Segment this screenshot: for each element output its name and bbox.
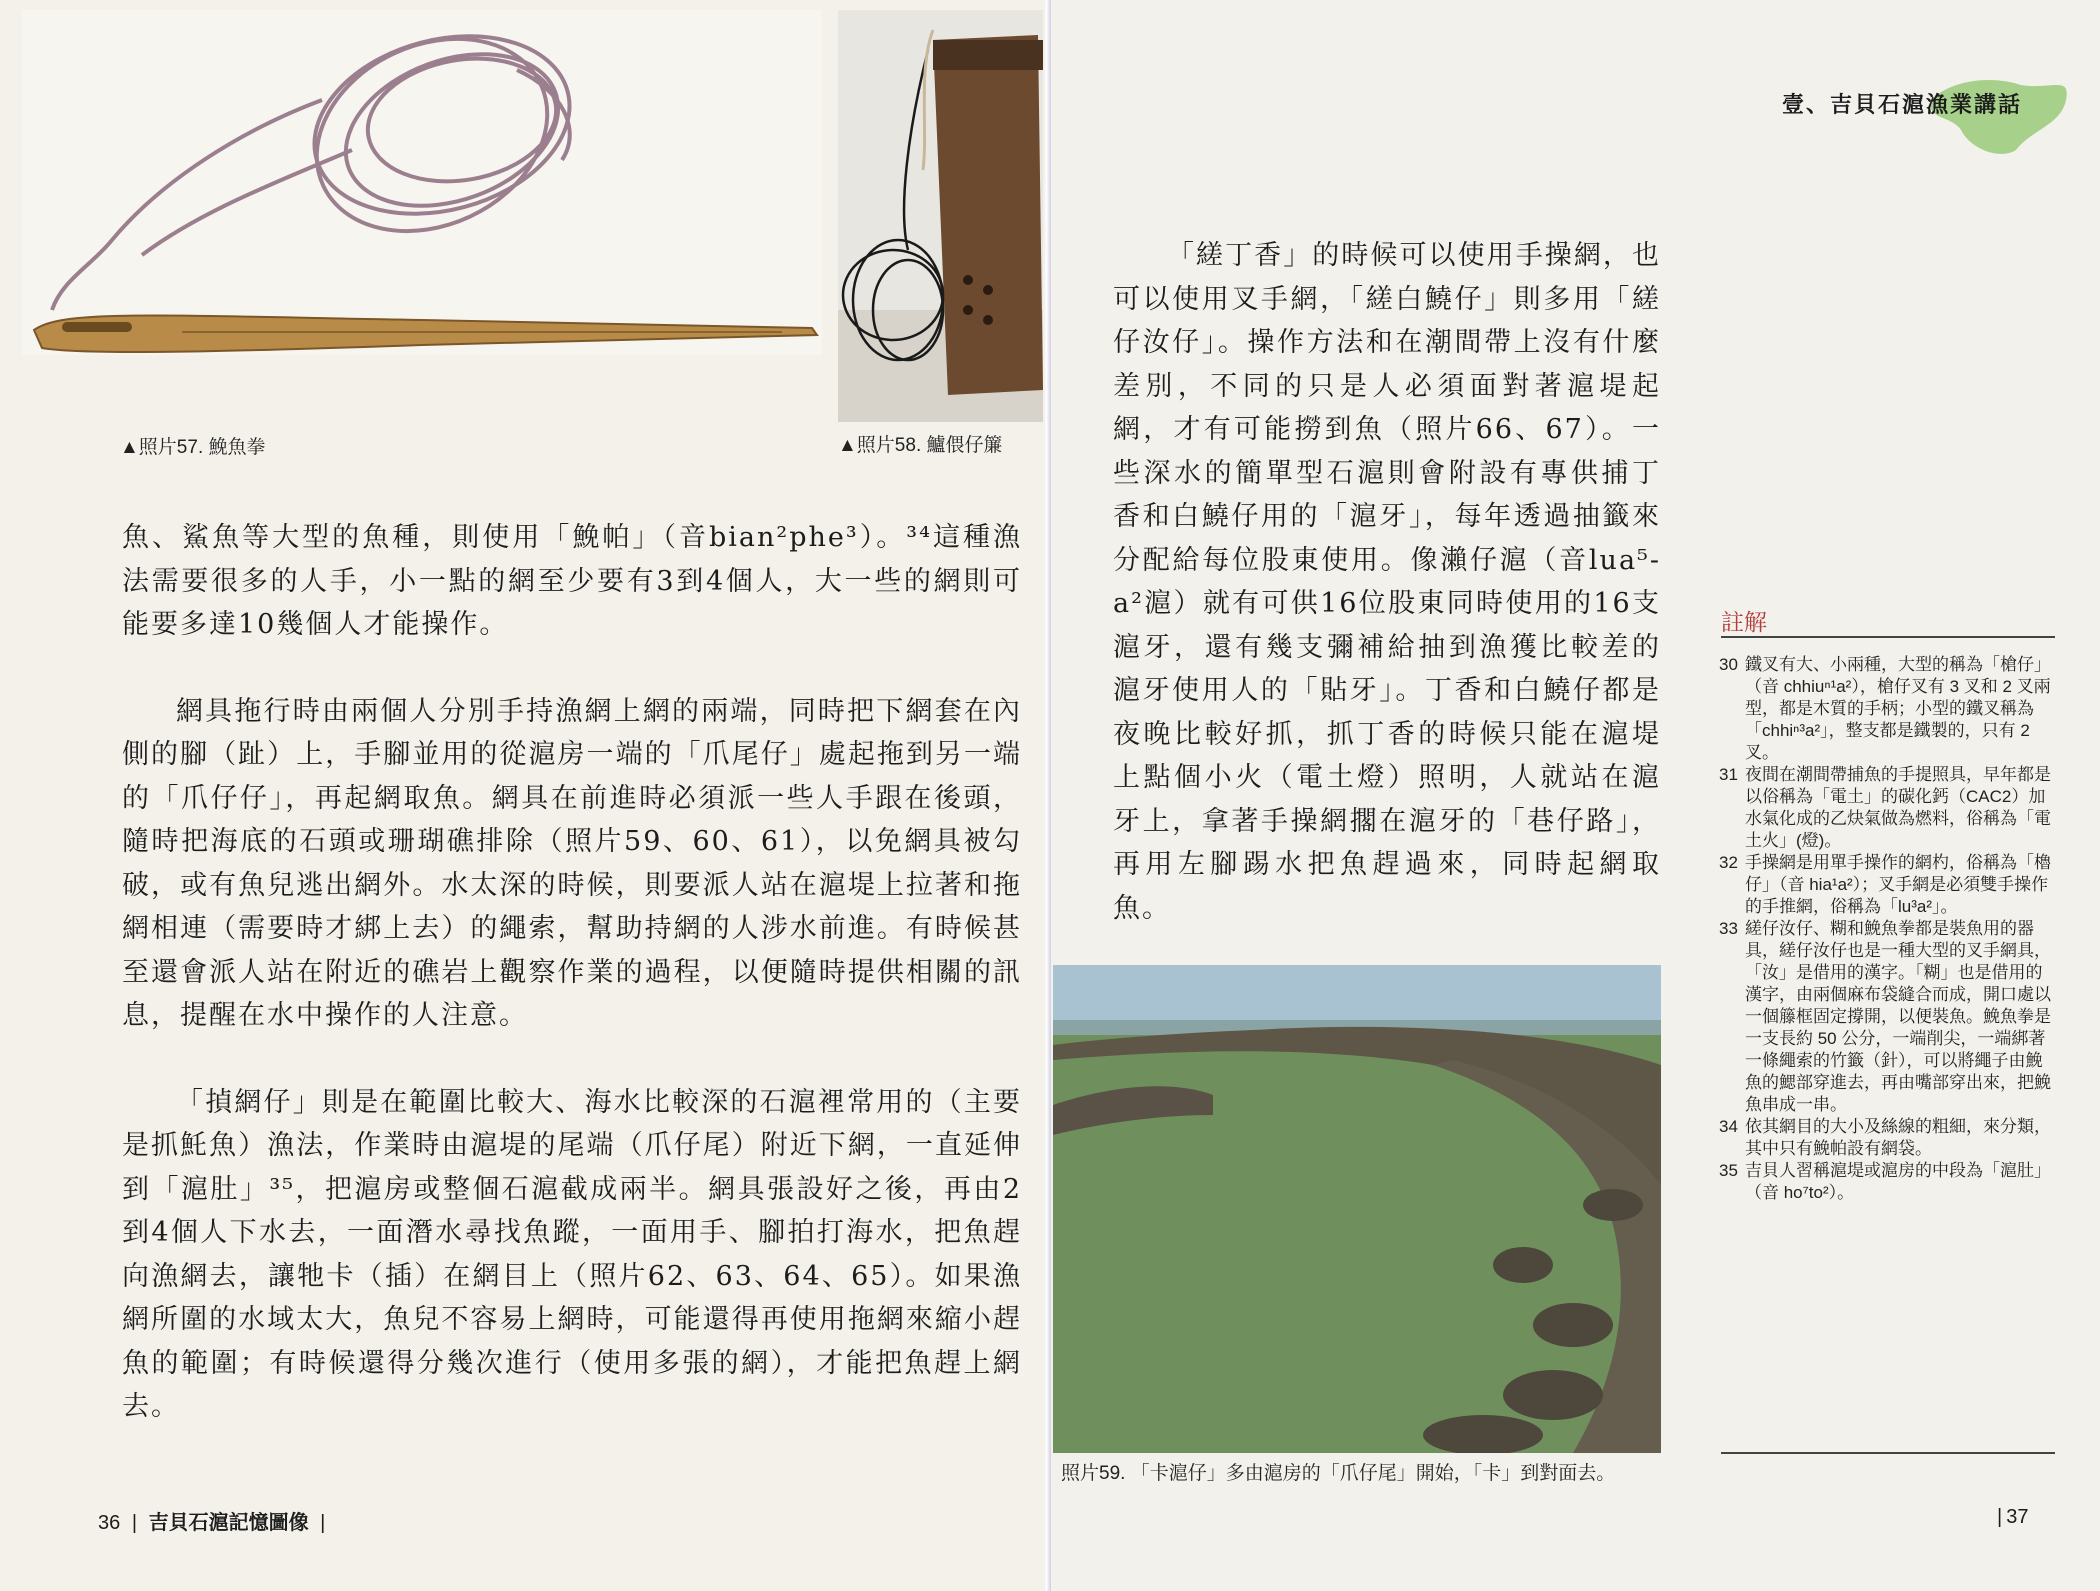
photo-59-stone-weir [1053, 965, 1661, 1453]
notes-divider-top [1721, 636, 2055, 638]
left-paragraph-1: 魚、鯊魚等大型的魚種，則使用「鮸帕」（音bian²phe³）。³⁴這種漁法需要很多的人手，小一點的網至少要有3到4個人，大一些的網則可能要多達10幾個人才能操作。 [122, 522, 1022, 640]
note-32: 32 手操網是用單手操作的網杓，俗稱為「櫓仔」（音 hia¹a²）；叉手網是必須雙手操作的手推網，俗稱為「lu³a²」。 [1719, 853, 2051, 916]
left-page [0, 0, 1045, 1591]
left-footer: 36 | 吉貝石滬記憶圖像 | [98, 1510, 326, 1534]
left-paragraph-3: 「揁網仔」則是在範圍比較大、海水比較深的石滬裡常用的（主要是抓魠魚）漁法，作業時由滬堤的尾端（爪仔尾）附近下網，一直延伸到「滬肚」³⁵，把滬房或整個石滬截成兩半。網具張設好之後，再由2到4個人下水去，一面潛水尋找魚蹤，一面用手、腳拍打海水，把魚趕向漁網去，讓牠卡（插）在網目上（照片62、63、64、65）。如果漁網所圍的水域太大，魚兒不容易上網時，可能還得再使用拖網來縮小趕魚的範圍；有時候還得分幾次進行（使用多張的網），才能把魚趕上網去。 [122, 1086, 1022, 1422]
note-35: 35 吉貝人習稱滬堤或滬房的中段為「滬肚」（音 ho⁷to²）。 [1719, 1161, 2051, 1202]
notes-divider-bottom [1721, 1452, 2055, 1454]
photo-59-caption: 照片59. 「卡滬仔」多由滬房的「爪仔尾」開始，「卡」到對面去。 [1061, 1463, 1616, 1484]
right-page [1051, 0, 2100, 1591]
right-paragraph: 「縒丁香」的時候可以使用手操網，也可以使用叉手網，「縒白鱙仔」則多用「縒仔汝仔」。操作方法和在潮間帶上沒有什麼差別，不同的只是人必須面對著滬堤起網，才有可能撈到魚（照片66、67）。一些深水的簡單型石滬則會附設有專供捕丁香和白鱙仔用的「滬牙」，每年透過抽籤來分配給每位股東使用。像瀨仔滬（音lua⁵-a²滬）就有可供16位股東同時使用的16支滬牙，還有幾支彌補給抽到漁獲比較差的滬牙使用人的「貼牙」。丁香和白鱙仔都是夜晚比較好抓，抓丁香的時候只能在滬堤上點個小火（電土燈）照明，人就站在滬牙上，拿著手操網擱在滬牙的「巷仔路」，再用左腳踢水把魚趕過來，同時起網取魚。 [1113, 240, 1661, 924]
page-number-left: 36 [98, 1512, 121, 1534]
page-number-right: 37 [2006, 1506, 2029, 1528]
photo-57-caption: ▲照片57. 鮸魚拳 [120, 437, 266, 458]
left-body-text [122, 516, 1022, 1472]
note-31: 31 夜間在潮間帶捕魚的手提照具，早年都是以俗稱為「電土」的碳化鈣（CAC2）加水氣化成的乙炔氣做為燃料，俗稱為「電土火」(燈)。 [1719, 765, 2051, 850]
note-33: 33 縒仔汝仔、糊和鮸魚拳都是裝魚用的器具，縒仔汝仔也是一種大型的叉手網具，「汝」是借用的漢字。「糊」也是借用的漢字，由兩個麻布袋縫合而成，開口處以一個籐框固定撐開，以便裝魚。鮸魚拳是一支長約 50 公分，一端削尖，一端綁著一條繩索的竹籤（針），可以將繩子由鮸魚的鰓部穿進去，再由嘴部穿出來，把鮸魚串成一串。 [1719, 919, 2051, 1114]
running-title: 吉貝石滬記憶圖像 [148, 1510, 309, 1534]
notes-title: 註解 [1721, 609, 1767, 635]
photo-58-caption: ▲照片58. 鱸偎仔簾 [838, 435, 1003, 456]
right-footer: | 37 [1997, 1506, 2029, 1528]
right-body-text [1113, 234, 1661, 973]
photo-57-bamboo-needle [22, 10, 822, 355]
photo-58-trap-bottle [838, 10, 1043, 422]
notes-list [1719, 654, 2057, 1204]
chapter-header: 壹、吉貝石滬漁業講話 [1781, 92, 2022, 118]
note-34: 34 依其網目的大小及絲線的粗細，來分類，其中只有鮸帕設有網袋。 [1719, 1117, 2051, 1158]
left-paragraph-2: 網具拖行時由兩個人分別手持漁網上網的兩端，同時把下網套在內側的腳（趾）上，手腳並用的從滬房一端的「爪尾仔」處起拖到另一端的「爪仔仔」，再起網取魚。網具在前進時必須派一些人手跟在後頭，隨時把海底的石頭或珊瑚礁排除（照片59、60、61），以免網具被勾破，或有魚兒逃出網外。水太深的時候，則要派人站在滬堤上拉著和拖網相連（需要時才綁上去）的繩索，幫助持網的人涉水前進。有時候甚至還會派人站在附近的礁岩上觀察作業的過程，以便隨時提供相關的訊息，提醒在水中操作的人注意。 [122, 695, 1022, 1031]
note-30: 30 鐵叉有大、小兩種，大型的稱為「槍仔」（音 chhiuⁿ¹a²），槍仔叉有 3 叉和 2 叉兩型，都是木質的手柄；小型的鐵叉稱為「chhiⁿ³a²」，整支都是鐵製的，只有 2 叉。 [1719, 655, 2051, 762]
